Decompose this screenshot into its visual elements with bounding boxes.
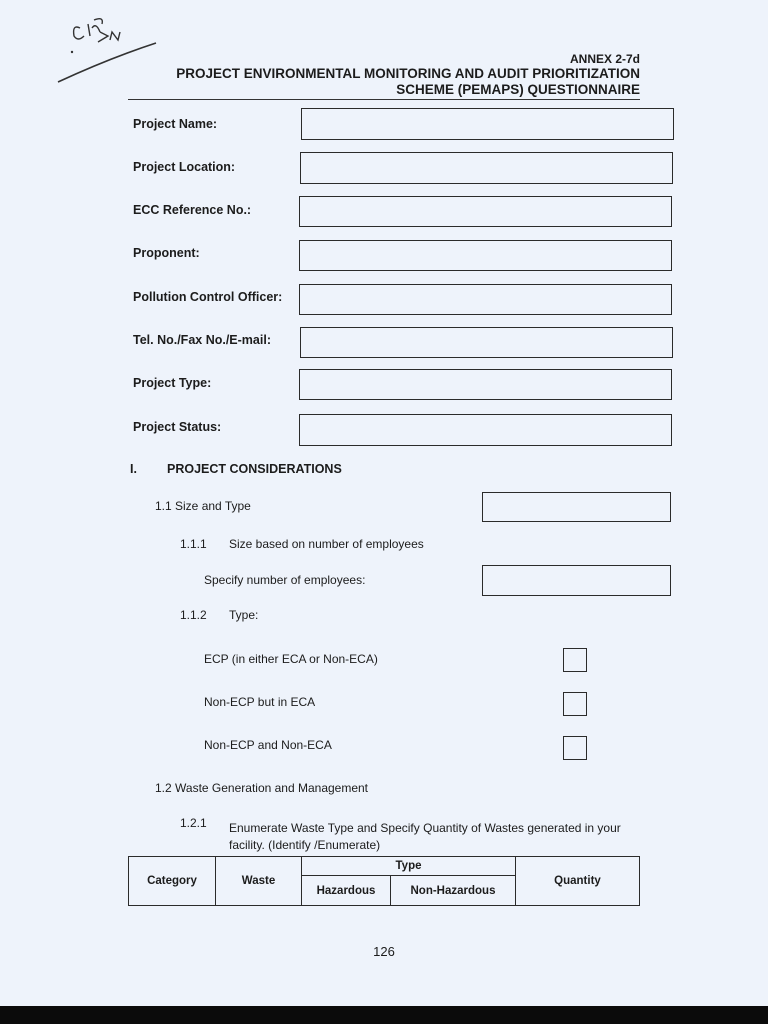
employees-label: Specify number of employees: [204,573,366,587]
proponent-label: Proponent: [133,246,200,260]
ecc-reference-field[interactable] [299,196,672,227]
type-ecp-checkbox[interactable] [563,648,587,672]
ecc-reference-label: ECC Reference No.: [133,203,252,217]
size-type-field[interactable] [482,492,671,522]
subsection-1-2-1-line-2: facility. (Identify /Enumerate) [229,838,381,852]
section-title: PROJECT CONSIDERATIONS [167,462,342,476]
project-location-label: Project Location: [133,160,236,174]
pollution-control-officer-field[interactable] [299,284,672,315]
title-line-1: PROJECT ENVIRONMENTAL MONITORING AND AUDIT PRIORITIZATION [176,66,640,81]
type-non-ecp-non-eca-label: Non-ECP and Non-ECA [204,738,332,752]
section-number: I. [130,462,137,476]
pollution-control-officer-label: Pollution Control Officer: [133,290,283,304]
title-underline [128,99,640,100]
col-waste: Waste [216,857,302,906]
subsection-1-2-1-number: 1.2.1 [180,816,207,830]
type-ecp-label: ECP (in either ECA or Non-ECA) [204,652,378,666]
col-category: Category [129,857,216,906]
title-line-2: SCHEME (PEMAPS) QUESTIONNAIRE [396,82,640,97]
subsection-1-1-1-text: Size based on number of employees [229,537,424,551]
document-title [120,66,640,98]
subsection-1-2-1-line-1: Enumerate Waste Type and Specify Quantity of Wastes generated in your [229,821,621,835]
type-non-ecp-eca-checkbox[interactable] [563,692,587,716]
type-non-ecp-eca-label: Non-ECP but in ECA [204,695,316,709]
employees-field[interactable] [482,565,671,596]
project-name-label: Project Name: [133,117,218,131]
subsection-1-2: 1.2 Waste Generation and Management [155,781,369,795]
contact-field[interactable] [300,327,673,358]
subsection-1-1-2-text: Type: [229,608,259,622]
contact-label: Tel. No./Fax No./E-mail: [133,333,271,347]
project-type-label: Project Type: [133,376,212,390]
col-hazardous: Hazardous [302,876,391,906]
type-non-ecp-non-eca-checkbox[interactable] [563,736,587,760]
project-status-label: Project Status: [133,420,222,434]
col-type: Type [302,857,516,876]
project-status-field[interactable] [299,414,672,446]
proponent-field[interactable] [299,240,672,271]
subsection-1-1: 1.1 Size and Type [155,499,251,513]
waste-table [128,856,640,906]
page-number: 126 [373,944,395,959]
project-type-field[interactable] [299,369,672,400]
project-location-field[interactable] [300,152,673,184]
col-quantity: Quantity [516,857,640,906]
project-name-field[interactable] [301,108,674,140]
subsection-1-1-1-number: 1.1.1 [180,537,207,551]
scan-bottom-edge [0,1006,768,1024]
subsection-1-1-2-number: 1.1.2 [180,608,207,622]
col-non-hazardous: Non-Hazardous [391,876,516,906]
annex-label: ANNEX 2-7d [569,52,640,66]
